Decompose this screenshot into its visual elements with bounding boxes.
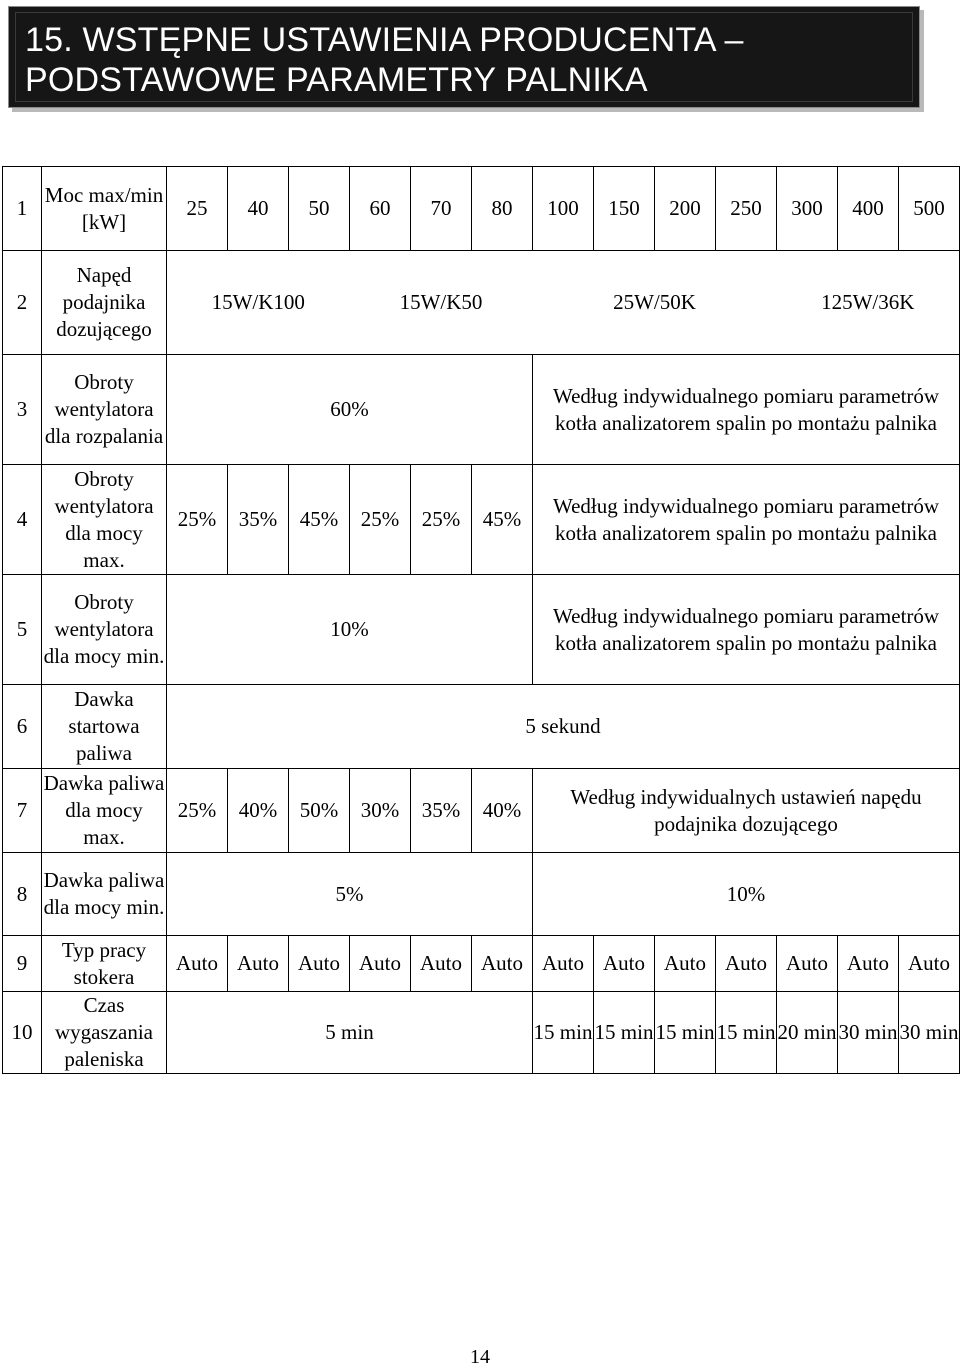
stoker-mode-value: Auto	[350, 936, 411, 992]
table-row-5	[3, 575, 960, 685]
power-value: 300	[777, 167, 838, 251]
row-label: Dawka paliwa dla mocy max.	[42, 769, 167, 853]
section-header	[8, 6, 920, 108]
burnout-time-value: 20 min	[777, 992, 838, 1074]
fan-speed-max-value: 25%	[411, 465, 472, 575]
fuel-dose-min-value: 10%	[533, 853, 960, 936]
power-value: 400	[838, 167, 899, 251]
stoker-mode-value: Auto	[289, 936, 350, 992]
fan-speed-max-value: 25%	[167, 465, 228, 575]
stoker-mode-value: Auto	[838, 936, 899, 992]
power-value: 500	[899, 167, 960, 251]
section-title-line-1: 15. WSTĘPNE USTAWIENIA PRODUCENTA –	[25, 21, 744, 59]
row-number: 10	[3, 992, 42, 1074]
burnout-time-value: 15 min	[655, 992, 716, 1074]
power-value: 70	[411, 167, 472, 251]
row-label: Obroty wentylatora dla mocy max.	[42, 465, 167, 575]
burnout-time-value: 30 min	[838, 992, 899, 1074]
row-number: 5	[3, 575, 42, 685]
table-row-10	[3, 992, 960, 1074]
table-row-7	[3, 769, 960, 853]
stoker-mode-value: Auto	[411, 936, 472, 992]
power-value: 250	[716, 167, 777, 251]
row-label: Obroty wentylatora dla mocy min.	[42, 575, 167, 685]
power-value: 80	[472, 167, 533, 251]
row-number: 9	[3, 936, 42, 992]
fuel-dose-max-value: 35%	[411, 769, 472, 853]
row-label: Dawka startowa paliwa	[42, 685, 167, 769]
fan-speed-max-value: 25%	[350, 465, 411, 575]
stoker-mode-value: Auto	[655, 936, 716, 992]
row-number: 1	[3, 167, 42, 251]
power-value: 40	[228, 167, 289, 251]
fan-speed-max-value: 35%	[228, 465, 289, 575]
fuel-dose-max-value: 30%	[350, 769, 411, 853]
row-number: 6	[3, 685, 42, 769]
power-value: 200	[655, 167, 716, 251]
stoker-mode-value: Auto	[899, 936, 960, 992]
stoker-mode-value: Auto	[228, 936, 289, 992]
row-label: Napęd podajnika dozującego	[42, 251, 167, 355]
table-row-2	[3, 251, 960, 355]
table-row-3	[3, 355, 960, 465]
feeder-drive-value: 15W/K100	[167, 251, 350, 355]
row-label: Typ pracy stokera	[42, 936, 167, 992]
row-number: 3	[3, 355, 42, 465]
burnout-time-value: 5 min	[167, 992, 533, 1074]
table-row-4	[3, 465, 960, 575]
individual-measurement-note: Według indywidualnego pomiaru parametrów kotła analizatorem spalin po montażu palnika	[533, 465, 960, 575]
row-number: 4	[3, 465, 42, 575]
row-number: 2	[3, 251, 42, 355]
stoker-mode-value: Auto	[472, 936, 533, 992]
row-label: Dawka paliwa dla mocy min.	[42, 853, 167, 936]
fuel-dose-max-value: 40%	[228, 769, 289, 853]
fan-speed-ignition-value: 60%	[167, 355, 533, 465]
stoker-mode-value: Auto	[777, 936, 838, 992]
page-number: 14	[470, 1346, 490, 1368]
burnout-time-value: 15 min	[716, 992, 777, 1074]
section-title-line-2: PODSTAWOWE PARAMETRY PALNIKA	[25, 61, 648, 99]
fuel-dose-min-value: 5%	[167, 853, 533, 936]
fuel-dose-max-value: 25%	[167, 769, 228, 853]
stoker-mode-value: Auto	[594, 936, 655, 992]
table-row-1	[3, 167, 960, 251]
table-row-8	[3, 853, 960, 936]
power-value: 60	[350, 167, 411, 251]
row-label: Obroty wentylatora dla rozpalania	[42, 355, 167, 465]
table-row-9	[3, 936, 960, 992]
table-row-6	[3, 685, 960, 769]
fan-speed-max-value: 45%	[289, 465, 350, 575]
row-number: 8	[3, 853, 42, 936]
feeder-drive-value: 25W/50K	[533, 251, 777, 355]
row-label: Moc max/min [kW]	[42, 167, 167, 251]
burnout-time-value: 15 min	[594, 992, 655, 1074]
stoker-mode-value: Auto	[167, 936, 228, 992]
stoker-mode-value: Auto	[716, 936, 777, 992]
burner-parameters-table	[2, 166, 960, 1074]
row-number: 7	[3, 769, 42, 853]
feeder-drive-value: 125W/36K	[777, 251, 960, 355]
fuel-dose-max-value: 40%	[472, 769, 533, 853]
power-value: 100	[533, 167, 594, 251]
fuel-dose-max-value: 50%	[289, 769, 350, 853]
burnout-time-value: 15 min	[533, 992, 594, 1074]
power-value: 150	[594, 167, 655, 251]
individual-measurement-note: Według indywidualnego pomiaru parametrów kotła analizatorem spalin po montażu palnika	[533, 575, 960, 685]
feeder-drive-value: 15W/K50	[350, 251, 533, 355]
individual-measurement-note: Według indywidualnego pomiaru parametrów kotła analizatorem spalin po montażu palnika	[533, 355, 960, 465]
fan-speed-min-value: 10%	[167, 575, 533, 685]
start-dose-value: 5 sekund	[167, 685, 960, 769]
stoker-mode-value: Auto	[533, 936, 594, 992]
burnout-time-value: 30 min	[899, 992, 960, 1074]
row-label: Czas wygaszania paleniska	[42, 992, 167, 1074]
power-value: 25	[167, 167, 228, 251]
individual-feeder-settings-note: Według indywidualnych ustawień napędu podajnika dozującego	[533, 769, 960, 853]
fan-speed-max-value: 45%	[472, 465, 533, 575]
power-value: 50	[289, 167, 350, 251]
